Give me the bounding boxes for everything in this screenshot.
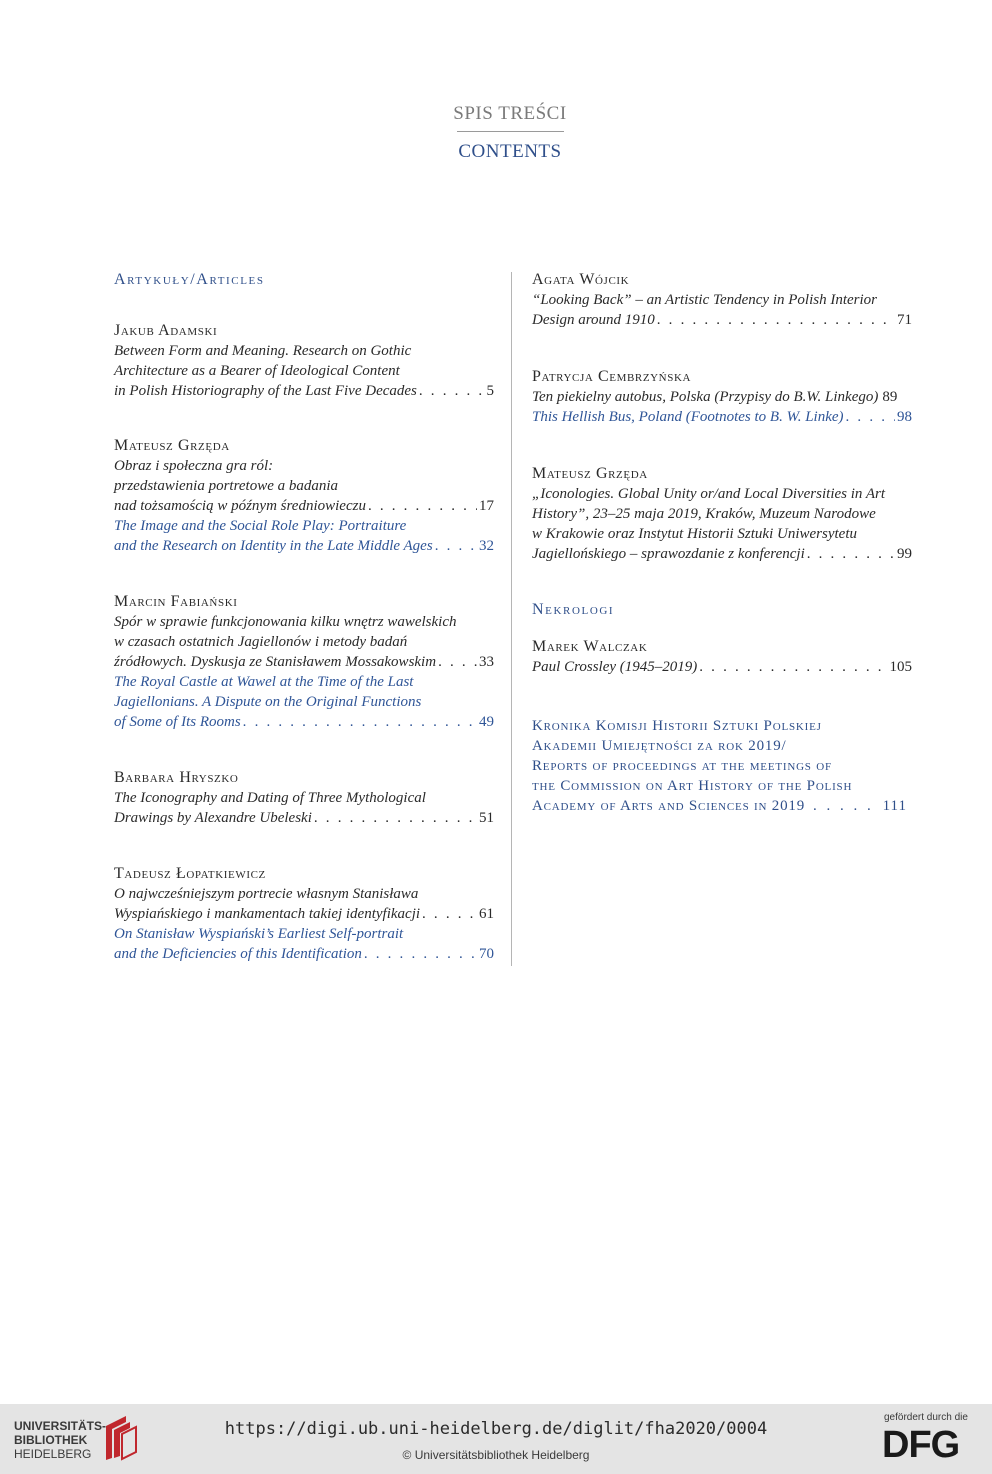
funding-note: gefördert durch die xyxy=(884,1412,968,1423)
entry-author: Tadeusz Łopatkiewicz xyxy=(114,865,266,882)
entry-english-title-line: The Image and the Social Role Play: Portraiture xyxy=(114,518,407,534)
leader-dots xyxy=(243,712,477,732)
entry-english-title-last-line: and the Research on Identity in the Late Middle Ages . . . 32 xyxy=(114,536,494,556)
entry-title-line: Spór w sprawie funkcjonowania kilku wnętrz wawelskich xyxy=(114,614,457,630)
page-number[interactable]: 51 xyxy=(479,810,494,826)
entry-english-title-line: The Royal Castle at Wawel at the Time of the Last xyxy=(114,674,414,690)
entry-author: Mateusz Grzęda xyxy=(532,465,648,482)
entry-title-line: Obraz i społeczna gra ról: xyxy=(114,458,274,474)
entry-title-last-line: Jagiellońskiego – sprawozdanie z konferencji . . . 99 xyxy=(532,544,912,564)
title-divider xyxy=(457,131,564,132)
copyright-notice: © Universitätsbibliothek Heidelberg xyxy=(402,1448,590,1462)
entry-author: Jakub Adamski xyxy=(114,322,218,339)
toc-entry[interactable] xyxy=(532,270,912,330)
chronicle-title-line: Akademii Umiejętności za rok 2019/ xyxy=(532,738,787,754)
entry-english-title-last-line: and the Deficiencies of this Identification . . . 70 xyxy=(114,944,494,964)
page-number[interactable]: 33 xyxy=(479,654,494,670)
logo-text-line: BIBLIOTHEK xyxy=(14,1433,88,1447)
leader-dots xyxy=(314,808,477,828)
entry-title-line: „Iconologies. Global Unity or/and Local Diversities in Art xyxy=(532,486,886,502)
toc-entry[interactable] xyxy=(114,768,494,828)
leader-dots xyxy=(807,544,895,564)
toc-entry[interactable] xyxy=(114,592,494,732)
page-number[interactable]: 70 xyxy=(479,946,494,962)
toc-entry[interactable] xyxy=(532,367,912,427)
page-number[interactable]: 49 xyxy=(479,714,494,730)
entry-title-line: przedstawienia portretowe a badania xyxy=(114,478,339,494)
chronicle-title-line: Kronika Komisji Historii Sztuki Polskiej xyxy=(532,718,822,734)
page-title-polish: SPIS TREŚCI xyxy=(453,103,567,124)
leader-dots xyxy=(657,310,895,330)
entry-title-line: O najwcześniejszym portrecie własnym Stanisława xyxy=(114,886,419,902)
entry-author: Marek Walczak xyxy=(532,638,648,655)
leader-dots xyxy=(438,652,477,672)
chronicle-title-last-line: Academy of Arts and Sciences in 2019 . . . 111 xyxy=(532,796,907,816)
page-number[interactable]: 98 xyxy=(897,409,912,425)
chronicle-title-line: the Commission on Art History of the Polish xyxy=(532,778,853,794)
entry-title-line: Between Form and Meaning. Research on Gothic xyxy=(114,343,412,359)
page-number[interactable]: 99 xyxy=(897,546,912,562)
entry-author: Agata Wójcik xyxy=(532,271,630,288)
page-number[interactable]: 111 xyxy=(882,798,907,814)
entry-english-title-line: On Stanisław Wyspiański’s Earliest Self-portrait xyxy=(114,926,404,942)
chronicle-title-line: Reports of proceedings at the meetings of xyxy=(532,758,832,774)
leader-dots xyxy=(368,496,477,516)
entry-title-last-line: Design around 1910 . . . 71 xyxy=(532,310,912,330)
toc-entry[interactable] xyxy=(532,637,912,677)
entry-title-line: The Iconography and Dating of Three Mythological xyxy=(114,790,426,806)
entry-title-last-line: Paul Crossley (1945–2019) . . . 105 xyxy=(532,657,912,677)
leader-dots xyxy=(435,536,477,556)
right-column xyxy=(532,270,912,816)
entry-title-line: w czasach ostatnich Jagiellonów i metody badań xyxy=(114,634,408,650)
logo-text-line: HEIDELBERG xyxy=(14,1447,92,1461)
dfg-logo[interactable]: DFG xyxy=(882,1424,960,1466)
page-number[interactable]: 71 xyxy=(897,312,912,328)
page-number[interactable]: 5 xyxy=(486,383,494,399)
page-number[interactable]: 89 xyxy=(882,389,898,405)
entry-english-title-last-line: of Some of Its Rooms . . . 49 xyxy=(114,712,494,732)
entry-author: Mateusz Grzęda xyxy=(114,437,230,454)
toc-entry[interactable] xyxy=(114,321,494,401)
entry-title-line: w Krakowie oraz Instytut Historii Sztuki Uniwersytetu xyxy=(532,526,857,542)
entry-english-title-line: Jagiellonians. A Dispute on the Original Functions xyxy=(114,694,422,710)
leader-dots xyxy=(364,944,477,964)
entry-author: Barbara Hryszko xyxy=(114,769,239,786)
leader-dots xyxy=(419,381,485,401)
left-column xyxy=(114,270,494,964)
entry-english-title-last-line: This Hellish Bus, Poland (Footnotes to B. W. Linke) . . . 98 xyxy=(532,407,912,427)
entry-title-last-line: Wyspiańskiego i mankamentach takiej identyfikacji . . . 61 xyxy=(114,904,494,924)
toc-entry[interactable] xyxy=(114,436,494,556)
entry-title-last-line: in Polish Historiography of the Last Five Decades . . . 5 xyxy=(114,381,494,401)
leader-dots xyxy=(846,407,895,427)
leader-dots xyxy=(699,657,887,677)
chronicle-entry[interactable] xyxy=(532,716,912,816)
footer-bar xyxy=(0,1404,992,1474)
toc-entry[interactable] xyxy=(114,864,494,964)
entry-title-last-line: źródłowych. Dyskusja ze Stanisławem Mossakowskim . . . 33 xyxy=(114,652,494,672)
toc-entry[interactable] xyxy=(532,464,912,564)
section-heading-articles: Artykuły/Articles xyxy=(114,271,265,288)
source-url-link[interactable]: https://digi.ub.uni-heidelberg.de/diglit/fha2020/0004 xyxy=(224,1419,768,1439)
entry-author: Patrycja Cembrzyńska xyxy=(532,368,692,385)
entry-title-line: “Looking Back” – an Artistic Tendency in Polish Interior xyxy=(532,292,877,308)
entry-title-line: History”, 23–25 maja 2019, Kraków, Muzeum Narodowe xyxy=(532,506,876,522)
page-title-english: CONTENTS xyxy=(458,141,562,162)
entry-title-last-line: Drawings by Alexandre Ubeleski . . . 51 xyxy=(114,808,494,828)
page-number[interactable]: 105 xyxy=(889,659,912,675)
entry-title-last-line: nad tożsamością w późnym średniowieczu . . . 17 xyxy=(114,496,494,516)
entry-author: Marcin Fabiański xyxy=(114,593,238,610)
entry-title-last-line: Ten piekielny autobus, Polska (Przypisy do B.W. Linkego) 89 xyxy=(532,389,898,405)
page-number[interactable]: 61 xyxy=(479,906,494,922)
page-number[interactable]: 17 xyxy=(479,498,494,514)
leader-dots xyxy=(813,796,881,816)
leader-dots xyxy=(422,904,477,924)
entry-title-line: Architecture as a Bearer of Ideological Content xyxy=(114,363,400,379)
column-divider xyxy=(511,272,512,966)
logo-text-line: UNIVERSITÄTS- xyxy=(14,1419,107,1433)
page-number[interactable]: 32 xyxy=(479,538,494,554)
section-heading-obituaries: Nekrologi xyxy=(532,601,615,618)
